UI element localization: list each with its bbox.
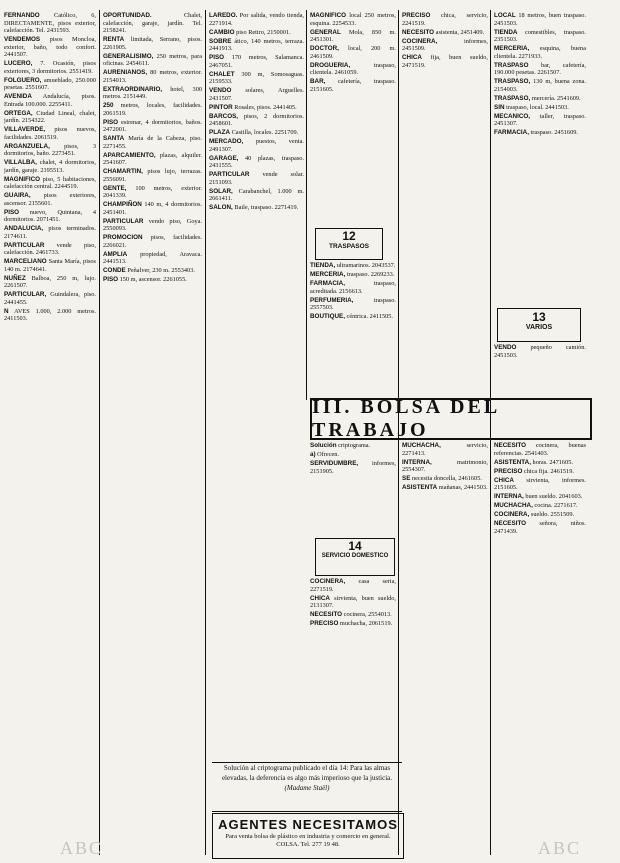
classified-ad: PRECISO chica fija. 2461519. <box>494 467 574 475</box>
classified-ad: CHAMARTIN, pisos lujo, terrazas. 2556091. <box>103 168 202 183</box>
classified-ad: PARTICULAR vendo piso, Goya. 2550093. <box>103 217 202 232</box>
classified-ad: a) Ofrecen. <box>310 451 340 458</box>
classified-ad: GUAIRA, pisos exteriores, ascensor. 2155601. <box>4 192 96 207</box>
section-number: 14 <box>348 539 362 553</box>
classified-ad: CHICA sirvienta, buen sueldo, 2131307. <box>310 594 396 609</box>
agentes-ad-box <box>212 813 404 859</box>
classified-ad: NECESITO cocinera, buenas referencias. 2541403. <box>494 442 586 457</box>
column-4d <box>310 578 396 758</box>
classified-ad: CHICA sirvienta, informes. 2151605. <box>494 476 586 491</box>
classified-ad: PARTICULAR vende solar. 2151093. <box>209 171 304 186</box>
classified-ad: SALON, Baile, traspaso. 2271419. <box>209 204 299 211</box>
bolsa-del-trabajo-banner <box>310 398 592 440</box>
classified-ad: PERFUMERIA, traspaso. 2557503. <box>310 296 396 311</box>
agentes-text: Para venta bolsa de plástico en industria y comercio en general. COLSA. Tel. 277 19 48. <box>225 833 391 848</box>
classified-ad: APARCAMIENTO, plazas, alquiler. 2541607. <box>103 151 202 166</box>
column-rule-3 <box>306 10 307 400</box>
classified-ad: CHAMPIÑON 140 m, 4 dormitorios. 2451401. <box>103 201 202 216</box>
classified-ad: CAMBIO piso Retiro, 2150001. <box>209 28 291 36</box>
classified-ad: DROGUERIA, traspaso, clientela. 2461059. <box>310 61 396 76</box>
classified-ad: PROMOCION pisos, facilidades. 2266021. <box>103 234 202 249</box>
classified-ad: COCINERA, informes, 2451509. <box>402 37 488 52</box>
classified-ad: DOCTOR, local, 200 m. 2461509. <box>310 45 396 60</box>
classified-ad: FARMACIA, traspaso, acreditada. 2156613. <box>310 280 396 295</box>
classified-ad: PISO 170 metros, Salamanca. 2467051. <box>209 54 304 69</box>
classified-ad: SE necesita doncella, 2461605. <box>402 475 482 482</box>
classified-ad: AMPLIA propiedad, Aravaca. 2441513. <box>103 250 202 265</box>
classified-ad: PINTOR Rosales, pisos. 2441405. <box>209 103 297 111</box>
classified-ad: AVENIDA Andalucía, pisos. Entrada 100.000. 2255411. <box>4 93 96 108</box>
section-label: SERVICIO DOMESTICO <box>321 553 389 559</box>
classified-ad: PRECISO chica, servicio, 2241519. <box>402 12 488 27</box>
classified-ad: BARCOS, pisos, 2 dormitorios. 2458601. <box>209 112 304 127</box>
classified-ad: SANTA María de la Cabeza, piso. 2271455. <box>103 135 202 150</box>
classified-ad: VENDO solares, Arguelles. 2431507. <box>209 87 304 102</box>
classified-ad: COCINERA, casa seria, 2271519. <box>310 578 396 593</box>
classified-ad: PISO estrenar, 4 dormitorios, baños. 2472001. <box>103 118 202 133</box>
watermark-logo: ABC <box>60 838 104 858</box>
column-2 <box>103 12 202 857</box>
column-6c <box>494 442 586 857</box>
classified-ad: TIENDA comestibles, traspaso. 2351503. <box>494 28 586 43</box>
classified-ad: PISO nuevo, Quintana, 4 dormitorios. 2071451. <box>4 208 96 223</box>
classified-ad: MUCHACHA, servicio, 2271413. <box>402 442 488 457</box>
classified-ad: SIN traspaso, local. 2441503. <box>494 103 569 111</box>
classified-ad: ORTEGA, Ciudad Lineal, chalet, jardín. 2154322. <box>4 109 96 124</box>
classified-ad: TRASPASO bar, cafetería, 190.000 pesetas. 2261507. <box>494 61 586 76</box>
classified-ad: CHICA fija, buen sueldo, 2471519. <box>402 54 488 69</box>
classified-ad: VENDO pequeño camión. 2451503. <box>494 344 586 359</box>
classified-ad: TIENDA, ultramarinos. 2043537. <box>310 262 396 269</box>
watermark-logo: ABC <box>538 838 582 858</box>
classified-ad: MARCELIANO Santa María, pisos 140 m. 2174641. <box>4 258 96 273</box>
classified-ad: FOLGUERO, amueblado, 250.000 pesetas. 2551607. <box>4 76 96 91</box>
classified-ad: ASISTENTA mañanas, 2441503. <box>402 484 488 491</box>
classified-ad: NECESITO asistenta, 2451409. <box>402 28 485 36</box>
classified-ad: MERCERIA, traspaso. 2269233. <box>310 271 395 278</box>
servicio-domestico-section-box <box>315 538 395 576</box>
classified-ad: MAGNIFICO piso, 5 habitaciones, calefacción central. 2244519. <box>4 175 96 190</box>
classified-ad: MUCHACHA, cocina. 2271617. <box>494 502 578 509</box>
classified-ad: BAR, cafetería, traspaso. 2151605. <box>310 78 396 93</box>
classified-ad: FERNANDO Católico, 6, DIRECTAMENTE, pisos exterior, calefacción. Tel. 2431593. <box>4 12 96 34</box>
quote-author: (Madame Staël) <box>284 784 330 792</box>
classified-ad: COCINERA, sueldo. 2551509. <box>494 511 575 518</box>
classified-ad: EXTRAORDINARIO, hotel, 300 metros. 2151449. <box>103 85 202 100</box>
column-4 <box>310 12 396 222</box>
quote-text: Solución al criptograma publicado el día 14: Para las almas elevadas, la deferencia es algo más imperioso que la justicia. <box>221 764 393 782</box>
classified-ad: PARTICULAR vende piso, calefacción. 2461733. <box>4 241 96 256</box>
classified-ad: MERCADO, puestos, venta. 2491307. <box>209 138 304 153</box>
classified-ad: NECESITO cocinera, 2554013. <box>310 611 392 618</box>
classified-ad: N AVES 1.000, 2.000 metros. 2411503. <box>4 307 96 322</box>
classified-ad: LAREDO. Por salida, vendo tienda, 2271914. <box>209 12 304 27</box>
column-rule-2 <box>205 10 206 855</box>
classified-ad: PARTICULAR, Guindalera, piso. 2441455. <box>4 291 96 306</box>
classified-ad: PRECISO muchacha, 2061519. <box>310 620 393 627</box>
column-1 <box>4 12 96 857</box>
section-number: 12 <box>342 229 356 243</box>
classified-ad: ARGANZUELA, pisos, 3 dormitorios, baño. 2273451. <box>4 142 96 157</box>
classified-ad: MAGNIFICO local 250 metros, esquina. 2254533. <box>310 12 396 27</box>
classified-ad: SERVIDUMBRE, informes, 2151905. <box>310 460 396 475</box>
column-3 <box>209 12 304 757</box>
classified-ad: GARAGE, 40 plazas, traspaso. 2431555. <box>209 154 304 169</box>
classified-ad: MERCERIA, esquina, buena clientela. 2271933. <box>494 45 586 60</box>
classified-ad: PISO 150 m, ascensor. 2261055. <box>103 276 187 283</box>
classified-ad: OPORTUNIDAD. Chalet, calefacción, garaje, jardín. Tel. 2158241. <box>103 12 202 34</box>
classified-ad: 250 metros, locales, facilidades. 2061519. <box>103 102 202 117</box>
agentes-heading: AGENTES NECESITAMOS <box>218 817 398 832</box>
classified-ad: CONDE Peñalver, 230 m. 2553403. <box>103 267 195 274</box>
column-6b <box>494 344 586 396</box>
classified-ad: NECESITO señora, niños. 2471439. <box>494 520 586 535</box>
classified-ad: Solución criptograma. <box>310 442 371 449</box>
classified-ad: ANDALUCIA, pisos terminados. 2174611. <box>4 225 96 240</box>
classified-ad: PLAZA Castilla, locales. 2251709. <box>209 129 299 136</box>
traspasos-section-box <box>315 228 383 260</box>
classified-ad: LOCAL 18 metros, buen traspaso. 2451503. <box>494 12 586 27</box>
classified-ad: VENDEMOS pisos Moncloa, exterior, baño, todo confort. 2441507. <box>4 36 96 58</box>
column-6 <box>494 12 586 306</box>
criptograma-solution <box>212 762 402 812</box>
classified-ad: FARMACIA, traspaso. 2451609. <box>494 129 578 136</box>
varios-section-box <box>497 308 581 342</box>
classified-ad: VILLAVERDE, pisos nuevos, facilidades. 2061519. <box>4 126 96 141</box>
classified-ad: VILLALBA, chalet, 4 dormitorios, jardín, garaje. 2195513. <box>4 159 96 174</box>
classified-ad: TRASPASO, 130 m, buena zona. 2154003. <box>494 78 586 93</box>
section-label: VARIOS <box>525 324 553 331</box>
classified-ad: TRASPASO, mercería. 2541609. <box>494 94 581 102</box>
classified-ad: GENTE, 100 metros, exterior. 2041339. <box>103 184 202 199</box>
classified-ad: BOUTIQUE, céntrica. 2411505. <box>310 313 394 320</box>
classified-ad: SOLAR, Carabanchel, 1.000 m. 2661411. <box>209 187 304 202</box>
classified-ad: MECANICO, taller, traspaso. 2451307. <box>494 112 586 127</box>
classified-ad: INTERNA, matrimonio, 2554307. <box>402 458 488 473</box>
classified-ad: RENTA limitada, Serrano, pisos. 2261905. <box>103 36 202 51</box>
section-number: 13 <box>532 310 546 324</box>
classified-ad: LUCERO, 7. Ocasión, pisos exteriores, 3 dormitorios. 2551419. <box>4 60 96 75</box>
column-rule-1 <box>99 10 100 855</box>
classified-ad: SOBRE ático, 140 metros, terraza. 2441913. <box>209 37 304 52</box>
classified-ad: AURENIANOS, 80 metros, exterior. 2154013. <box>103 69 202 84</box>
classified-ad: CHALET 300 m, Somosaguas. 2159533. <box>209 70 304 85</box>
bolsa-title: III. BOLSA DEL TRABAJO <box>312 396 500 441</box>
column-5b <box>402 442 488 857</box>
classified-ad: ASISTENTA, horas. 2471605. <box>494 458 573 466</box>
column-4c <box>310 442 396 534</box>
section-label: TRASPASOS <box>329 243 369 250</box>
column-5 <box>402 12 488 396</box>
classified-ad: GENERALISIMO, 250 metros, para oficinas. 2454611. <box>103 52 202 67</box>
classified-ad: INTERNA, buen sueldo. 2041603. <box>494 493 583 500</box>
classified-ad: GENERAL Mola, 850 m. 2451301. <box>310 28 396 43</box>
classified-ad: NUÑEZ Balboa, 250 m, lujo. 2261507. <box>4 274 96 289</box>
column-4b <box>310 262 396 394</box>
